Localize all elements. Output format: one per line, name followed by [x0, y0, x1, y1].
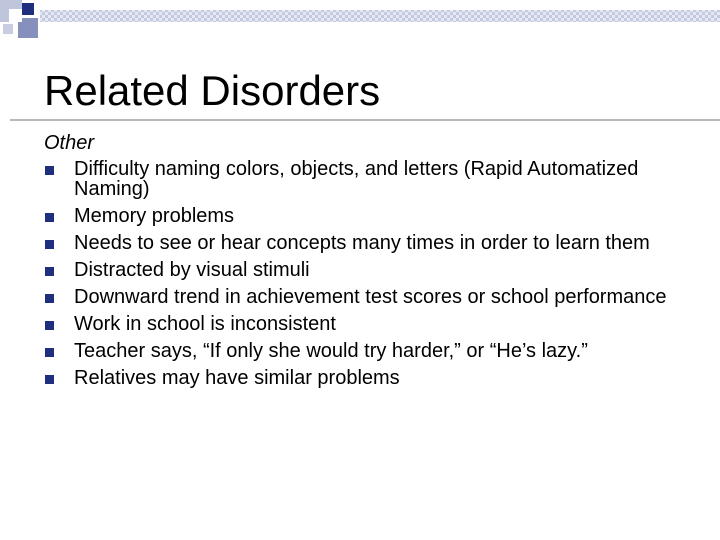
bullet-text: Needs to see or hear concepts many times in order to learn them	[74, 232, 650, 254]
list-item	[44, 287, 704, 307]
square-bullet-icon	[45, 213, 54, 222]
square-bullet-icon	[45, 321, 54, 330]
square-bullet-icon	[45, 375, 54, 384]
bullet-list	[44, 159, 704, 388]
list-item	[44, 314, 704, 334]
slide-header-decoration	[0, 0, 720, 40]
subheading: Other	[44, 132, 95, 154]
bullet-text: Memory problems	[74, 205, 235, 227]
slide-content	[44, 133, 704, 395]
square-bullet-icon	[45, 294, 54, 303]
bullet-text: Distracted by visual stimuli	[74, 259, 310, 281]
bullet-text: Relatives may have similar problems	[74, 367, 400, 389]
list-item	[44, 206, 704, 226]
list-item	[44, 233, 704, 253]
list-item	[44, 368, 704, 388]
list-item	[44, 341, 704, 361]
bullet-text: Downward trend in achievement test scores or school performance	[74, 286, 667, 308]
list-item	[44, 159, 704, 199]
title-divider	[10, 119, 720, 121]
list-item	[44, 260, 704, 280]
bullet-text: Teacher says, “If only she would try harder,” or “He’s lazy.”	[74, 340, 588, 362]
bullet-text: Difficulty naming colors, objects, and letters (Rapid Automatized Naming)	[74, 158, 639, 200]
square-bullet-icon	[45, 166, 54, 175]
square-bullet-icon	[45, 348, 54, 357]
slide-title: Related Disorders	[44, 67, 381, 114]
square-bullet-icon	[45, 267, 54, 276]
square-bullet-icon	[45, 240, 54, 249]
bullet-text: Work in school is inconsistent	[74, 313, 336, 335]
